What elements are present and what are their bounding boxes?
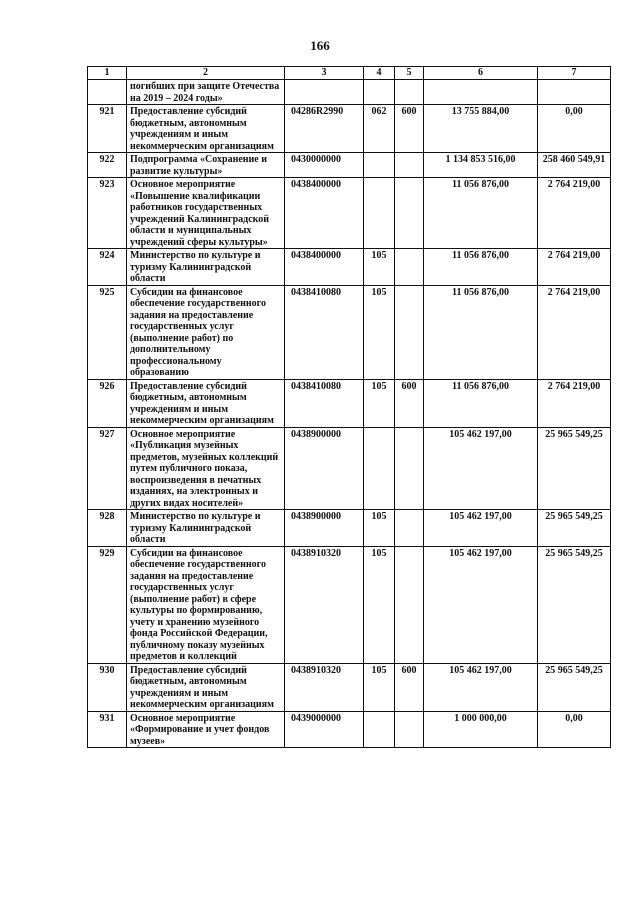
row-expense-type bbox=[395, 510, 424, 547]
row-name: Предоставление субсидий бюджетным, автономным учреждениям и иным некоммерческим организациям bbox=[127, 105, 285, 153]
row-expense-type bbox=[395, 249, 424, 286]
table-row bbox=[88, 153, 611, 178]
row-amount-year bbox=[424, 80, 538, 105]
row-number: 925 bbox=[88, 285, 127, 379]
row-ministry-code bbox=[364, 427, 395, 510]
row-amount-year: 105 462 197,00 bbox=[424, 510, 538, 547]
row-number: 929 bbox=[88, 546, 127, 663]
row-code: 0438900000 bbox=[285, 427, 364, 510]
row-ministry-code: 105 bbox=[364, 285, 395, 379]
column-header: 4 bbox=[364, 67, 395, 80]
header-row bbox=[88, 67, 611, 80]
column-header: 3 bbox=[285, 67, 364, 80]
table-row bbox=[88, 105, 611, 153]
row-amount-year: 1 000 000,00 bbox=[424, 711, 538, 748]
row-expense-type bbox=[395, 80, 424, 105]
row-expense-type: 600 bbox=[395, 663, 424, 711]
row-ministry-code: 105 bbox=[364, 510, 395, 547]
row-code: 0438410080 bbox=[285, 285, 364, 379]
row-name: Основное мероприятие «Повышение квалификации работников государственных учреждений Калининградской области и муниципальных учреждений сферы культуры» bbox=[127, 178, 285, 249]
row-name: Основное мероприятие «Публикация музейных предметов, музейных коллекций путем публичного показа, воспроизведения в печатных изданиях, на электронных и других видах носителей» bbox=[127, 427, 285, 510]
row-code: 04286R2990 bbox=[285, 105, 364, 153]
row-amount-quarter: 25 965 549,25 bbox=[538, 663, 611, 711]
column-header: 5 bbox=[395, 67, 424, 80]
row-number: 923 bbox=[88, 178, 127, 249]
table-row bbox=[88, 546, 611, 663]
table-row bbox=[88, 663, 611, 711]
row-amount-quarter: 0,00 bbox=[538, 105, 611, 153]
row-amount-year: 105 462 197,00 bbox=[424, 546, 538, 663]
row-ministry-code: 105 bbox=[364, 379, 395, 427]
row-name: Субсидии на финансовое обеспечение государственного задания на предоставление государственных услуг (выполнение работ) в сфере культуры по формированию, учету и хранению музейного фонда Российской Федерации, публичному показу музейных предметов и коллекций bbox=[127, 546, 285, 663]
row-code: 0438410080 bbox=[285, 379, 364, 427]
row-number: 924 bbox=[88, 249, 127, 286]
row-name: Подпрограмма «Сохранение и развитие культуры» bbox=[127, 153, 285, 178]
row-expense-type bbox=[395, 285, 424, 379]
row-amount-year: 11 056 876,00 bbox=[424, 178, 538, 249]
row-expense-type bbox=[395, 546, 424, 663]
row-number: 930 bbox=[88, 663, 127, 711]
row-name: Министерство по культуре и туризму Калининградской области bbox=[127, 510, 285, 547]
row-expense-type: 600 bbox=[395, 379, 424, 427]
row-number: 927 bbox=[88, 427, 127, 510]
row-amount-year: 11 056 876,00 bbox=[424, 379, 538, 427]
column-header: 2 bbox=[127, 67, 285, 80]
row-number: 921 bbox=[88, 105, 127, 153]
table-row bbox=[88, 711, 611, 748]
row-name: погибших при защите Отечества на 2019 – 2024 годы» bbox=[127, 80, 285, 105]
table-row bbox=[88, 427, 611, 510]
row-name: Предоставление субсидий бюджетным, автономным учреждениям и иным некоммерческим организациям bbox=[127, 379, 285, 427]
row-code: 0438910320 bbox=[285, 546, 364, 663]
row-name: Субсидии на финансовое обеспечение государственного задания на предоставление государственных услуг (выполнение работ) по дополнительному профессиональному образованию bbox=[127, 285, 285, 379]
row-amount-year: 11 056 876,00 bbox=[424, 285, 538, 379]
row-expense-type: 600 bbox=[395, 105, 424, 153]
row-number: 928 bbox=[88, 510, 127, 547]
row-ministry-code: 105 bbox=[364, 546, 395, 663]
row-name: Предоставление субсидий бюджетным, автономным учреждениям и иным некоммерческим организациям bbox=[127, 663, 285, 711]
row-amount-quarter: 2 764 219,00 bbox=[538, 249, 611, 286]
table-row bbox=[88, 379, 611, 427]
row-ministry-code bbox=[364, 80, 395, 105]
row-expense-type bbox=[395, 178, 424, 249]
row-amount-quarter: 2 764 219,00 bbox=[538, 178, 611, 249]
row-ministry-code: 062 bbox=[364, 105, 395, 153]
row-ministry-code: 105 bbox=[364, 249, 395, 286]
row-amount-quarter: 25 965 549,25 bbox=[538, 510, 611, 547]
row-amount-year: 105 462 197,00 bbox=[424, 427, 538, 510]
row-name: Основное мероприятие «Формирование и учет фондов музеев» bbox=[127, 711, 285, 748]
row-amount-quarter: 0,00 bbox=[538, 711, 611, 748]
table-row bbox=[88, 178, 611, 249]
table-row bbox=[88, 80, 611, 105]
row-amount-year: 1 134 853 516,00 bbox=[424, 153, 538, 178]
row-number: 926 bbox=[88, 379, 127, 427]
row-amount-quarter bbox=[538, 80, 611, 105]
column-header: 6 bbox=[424, 67, 538, 80]
row-amount-quarter: 2 764 219,00 bbox=[538, 285, 611, 379]
column-header: 7 bbox=[538, 67, 611, 80]
row-number: 931 bbox=[88, 711, 127, 748]
budget-table bbox=[87, 66, 611, 748]
row-code: 0438400000 bbox=[285, 178, 364, 249]
row-ministry-code: 105 bbox=[364, 663, 395, 711]
row-amount-quarter: 25 965 549,25 bbox=[538, 546, 611, 663]
column-header: 1 bbox=[88, 67, 127, 80]
row-expense-type bbox=[395, 711, 424, 748]
table-row bbox=[88, 510, 611, 547]
row-number bbox=[88, 80, 127, 105]
row-code: 0430000000 bbox=[285, 153, 364, 178]
row-expense-type bbox=[395, 153, 424, 178]
row-code: 0438910320 bbox=[285, 663, 364, 711]
row-code bbox=[285, 80, 364, 105]
row-number: 922 bbox=[88, 153, 127, 178]
table-row bbox=[88, 285, 611, 379]
row-ministry-code bbox=[364, 153, 395, 178]
table-row bbox=[88, 249, 611, 286]
row-amount-quarter: 258 460 549,91 bbox=[538, 153, 611, 178]
row-amount-quarter: 25 965 549,25 bbox=[538, 427, 611, 510]
row-expense-type bbox=[395, 427, 424, 510]
row-amount-year: 11 056 876,00 bbox=[424, 249, 538, 286]
page-number: 166 bbox=[310, 38, 330, 53]
row-amount-quarter: 2 764 219,00 bbox=[538, 379, 611, 427]
row-code: 0438900000 bbox=[285, 510, 364, 547]
row-ministry-code bbox=[364, 711, 395, 748]
row-name: Министерство по культуре и туризму Калининградской области bbox=[127, 249, 285, 286]
row-code: 0439000000 bbox=[285, 711, 364, 748]
row-amount-year: 13 755 884,00 bbox=[424, 105, 538, 153]
row-code: 0438400000 bbox=[285, 249, 364, 286]
row-ministry-code bbox=[364, 178, 395, 249]
row-amount-year: 105 462 197,00 bbox=[424, 663, 538, 711]
